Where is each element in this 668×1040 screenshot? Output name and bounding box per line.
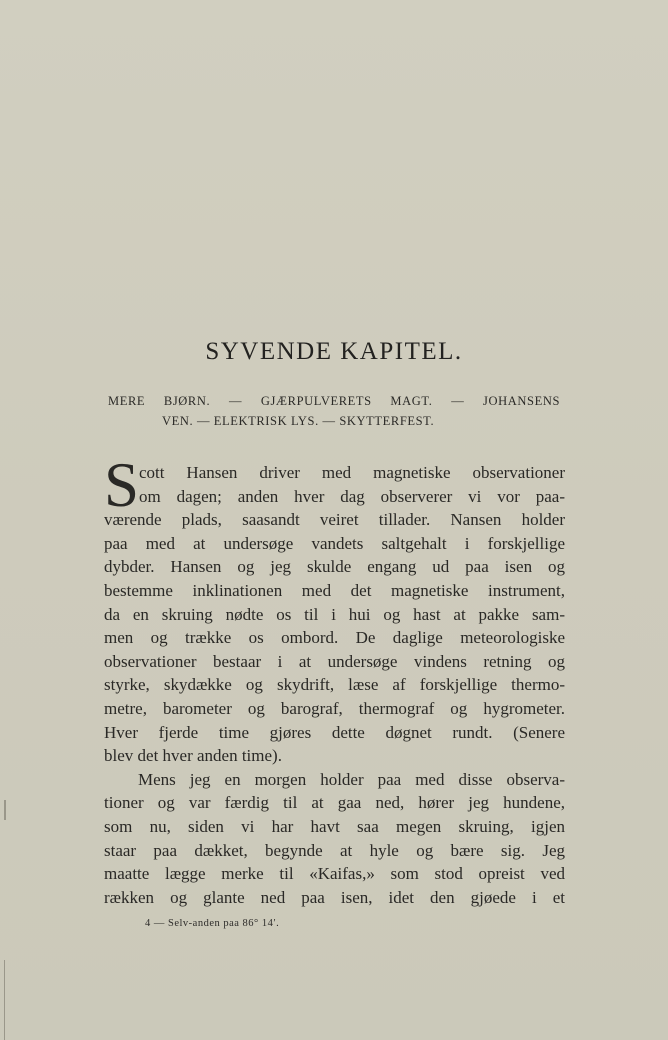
- text-line: da en skruing nødte os til i hui og hast at pakke sam-: [104, 604, 565, 624]
- text-line: bestemme inklinationen med det magnetiske instrument,: [104, 580, 565, 600]
- text-line: som nu, siden vi har havt saa megen skruing, igjen: [104, 816, 565, 836]
- text-line: observationer bestaar i at undersøge vindens retning og: [104, 651, 565, 671]
- drop-cap: S: [104, 450, 140, 520]
- text-line: cott Hansen driver med magnetiske observationer: [139, 463, 565, 482]
- text-line: tioner og var færdig til at gaa ned, hører jeg hundene,: [104, 793, 565, 813]
- text-line: dybder. Hansen og jeg skulde engang ud paa isen og: [104, 557, 565, 577]
- chapter-title: SYVENDE KAPITEL.: [205, 338, 463, 365]
- text-line: paa med at undersøge vandets saltgehalt i forskjellige: [104, 533, 565, 553]
- body-text: [104, 461, 565, 909]
- chapter-summary-line: MERE BJØRN. — GJÆRPULVERETS MAGT. — JOHANSENS: [108, 394, 560, 408]
- text-line: Hver fjerde time gjøres dette døgnet rundt. (Senere: [104, 722, 565, 742]
- text-line: Mens jeg en morgen holder paa med disse observa-: [138, 769, 565, 789]
- text-line: men og trække os ombord. De daglige meteorologiske: [104, 628, 565, 648]
- chapter-summary-line: VEN. — ELEKTRISK LYS. — SKYTTERFEST.: [162, 414, 435, 428]
- text-line: metre, barometer og barograf, thermograf og hygrometer.: [104, 698, 565, 718]
- text-line: staar paa dækket, begynde at hyle og bære sig. Jeg: [104, 840, 565, 860]
- text-line: blev det hver anden time).: [104, 746, 282, 766]
- text-line: maatte lægge merke til «Kaifas,» som stod opreist ved: [104, 864, 565, 884]
- text-line: styrke, skydække og skydrift, læse af forskjellige thermo-: [104, 675, 565, 695]
- text-line: rækken og glante ned paa isen, idet den gjøede i et: [104, 887, 565, 907]
- page-edge-mark: [4, 800, 6, 820]
- text-line: værende plads, saasandt veiret tillader. Nansen holder: [104, 510, 565, 530]
- chapter-summary: [108, 391, 560, 431]
- page-edge-mark: [4, 960, 5, 1040]
- signature-mark: 4 — Selv-anden paa 86° 14′.: [145, 918, 280, 929]
- text-line: om dagen; anden hver dag observerer vi vor paa-: [139, 486, 565, 506]
